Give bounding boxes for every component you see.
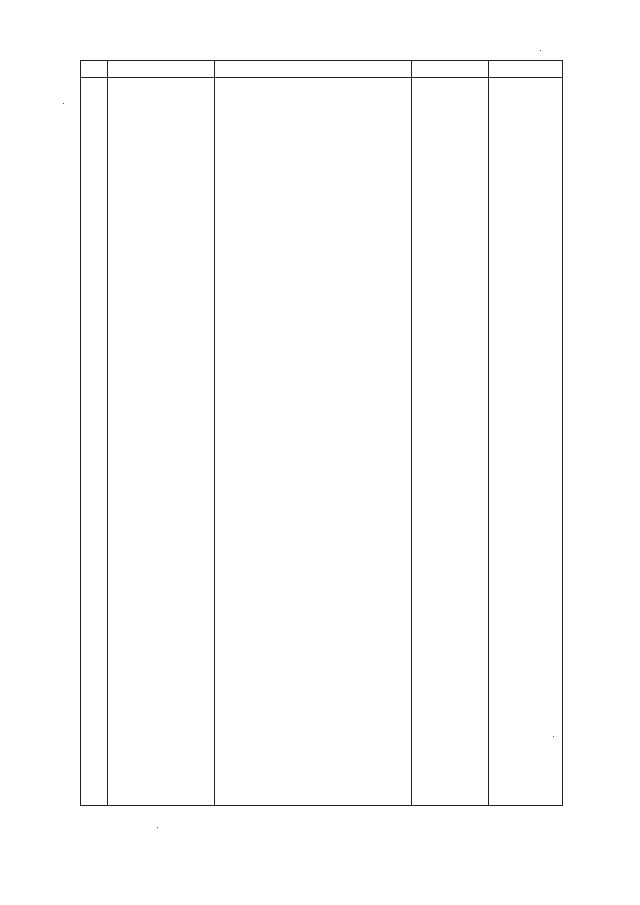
- header-col-2: [108, 61, 214, 77]
- table-header-row: [81, 61, 562, 78]
- scan-speck: [63, 103, 64, 104]
- scan-speck: [157, 827, 158, 828]
- column-divider: [411, 61, 412, 805]
- header-col-5: [489, 61, 564, 77]
- header-col-4: [412, 61, 488, 77]
- scan-speck: [553, 736, 554, 737]
- column-divider: [214, 61, 215, 805]
- scan-speck: [540, 50, 541, 51]
- header-col-3: [215, 61, 411, 77]
- header-col-1: [81, 61, 107, 77]
- coordinates-table: [80, 60, 563, 806]
- column-divider: [107, 61, 108, 805]
- column-divider: [488, 61, 489, 805]
